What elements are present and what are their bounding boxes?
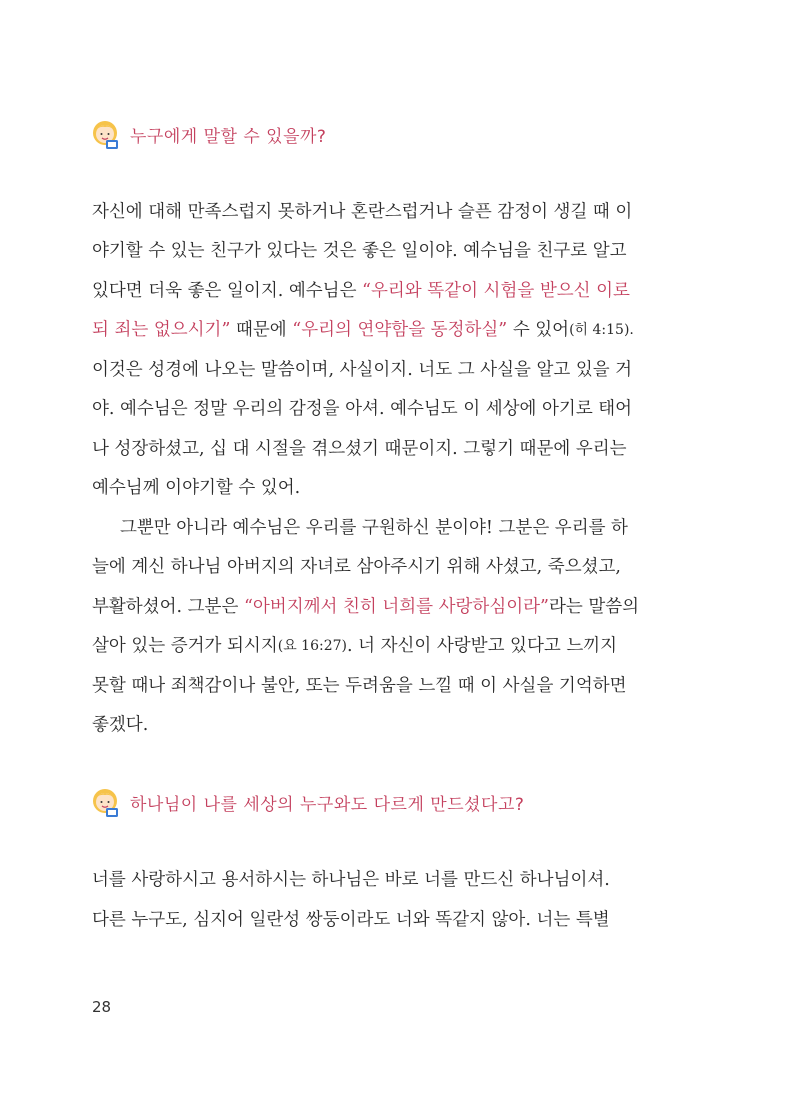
page-number: 28 <box>92 998 112 1016</box>
paragraph-line: 되 죄는 없으시기” 때문에 “우리의 연약함을 동정하실” 수 있어 (히 4:15). <box>92 320 634 340</box>
paragraph-line: 다른 누구도, 심지어 일란성 쌍둥이라도 너와 똑같지 않아. 너는 특별 <box>92 910 610 930</box>
paragraph-line: 이것은 성경에 나오는 말씀이며, 사실이지. 너도 그 사실을 알고 있을 거 <box>92 360 633 380</box>
scripture-quote: “우리와 똑같이 시험을 받으신 이로 <box>362 281 630 301</box>
paragraph-line: 자신에 대해 만족스럽지 못하거나 혼란스럽거나 슬픈 감정이 생길 때 이 <box>92 202 633 222</box>
section-heading-2 <box>88 782 524 822</box>
paragraph-line: 그뿐만 아니라 예수님은 우리를 구원하신 분이야! 그분은 우리를 하 <box>120 518 628 538</box>
scripture-quote: “우리의 연약함을 동정하실” <box>292 320 508 340</box>
heading-text: 하나님이 나를 세상의 누구와도 다르게 만드셨다고? <box>130 794 525 815</box>
scripture-quote: “아버지께서 친히 너희를 사랑하심이라” <box>243 597 549 617</box>
scripture-reference: (히 4:15). <box>569 322 634 338</box>
paragraph-line: 너를 사랑하시고 용서하시는 하나님은 바로 너를 만드신 하나님이셔. <box>92 870 610 890</box>
paragraph-line: 못할 때나 죄책감이나 불안, 또는 두려움을 느낄 때 이 사실을 기억하면 <box>92 676 627 696</box>
paragraph-line: 야. 예수님은 정말 우리의 감정을 아셔. 예수님도 이 세상에 아기로 태어 <box>92 399 633 419</box>
paragraph-line: 있다면 더욱 좋은 일이지. 예수님은 “우리와 똑같이 시험을 받으신 이로 <box>92 281 630 301</box>
paragraph-line: 좋겠다. <box>92 715 149 735</box>
paragraph-line: 나 성장하셨고, 십 대 시절을 겪으셨기 때문이지. 그렇기 때문에 우리는 <box>92 439 627 459</box>
paragraph-line: 야기할 수 있는 친구가 있다는 것은 좋은 일이야. 예수님을 친구로 알고 <box>92 241 627 261</box>
scripture-quote: 되 죄는 없으시기” <box>92 320 231 340</box>
girl-avatar-icon <box>88 117 122 151</box>
section-heading-1 <box>88 114 326 154</box>
paragraph-line: 예수님께 이야기할 수 있어. <box>92 478 301 498</box>
paragraph-line: 살아 있는 증거가 되시지 (요 16:27) . 너 자신이 사랑받고 있다고 느끼지 <box>92 636 618 656</box>
paragraph-line: 부활하셨어. 그분은 “아버지께서 친히 너희를 사랑하심이라” 라는 말씀의 <box>92 597 640 617</box>
paragraph-line: 늘에 계신 하나님 아버지의 자녀로 삼아주시기 위해 사셨고, 죽으셨고, <box>92 557 621 577</box>
heading-text: 누구에게 말할 수 있을까? <box>130 126 327 147</box>
scripture-reference: (요 16:27) <box>277 638 347 654</box>
girl-avatar-icon <box>88 785 122 819</box>
